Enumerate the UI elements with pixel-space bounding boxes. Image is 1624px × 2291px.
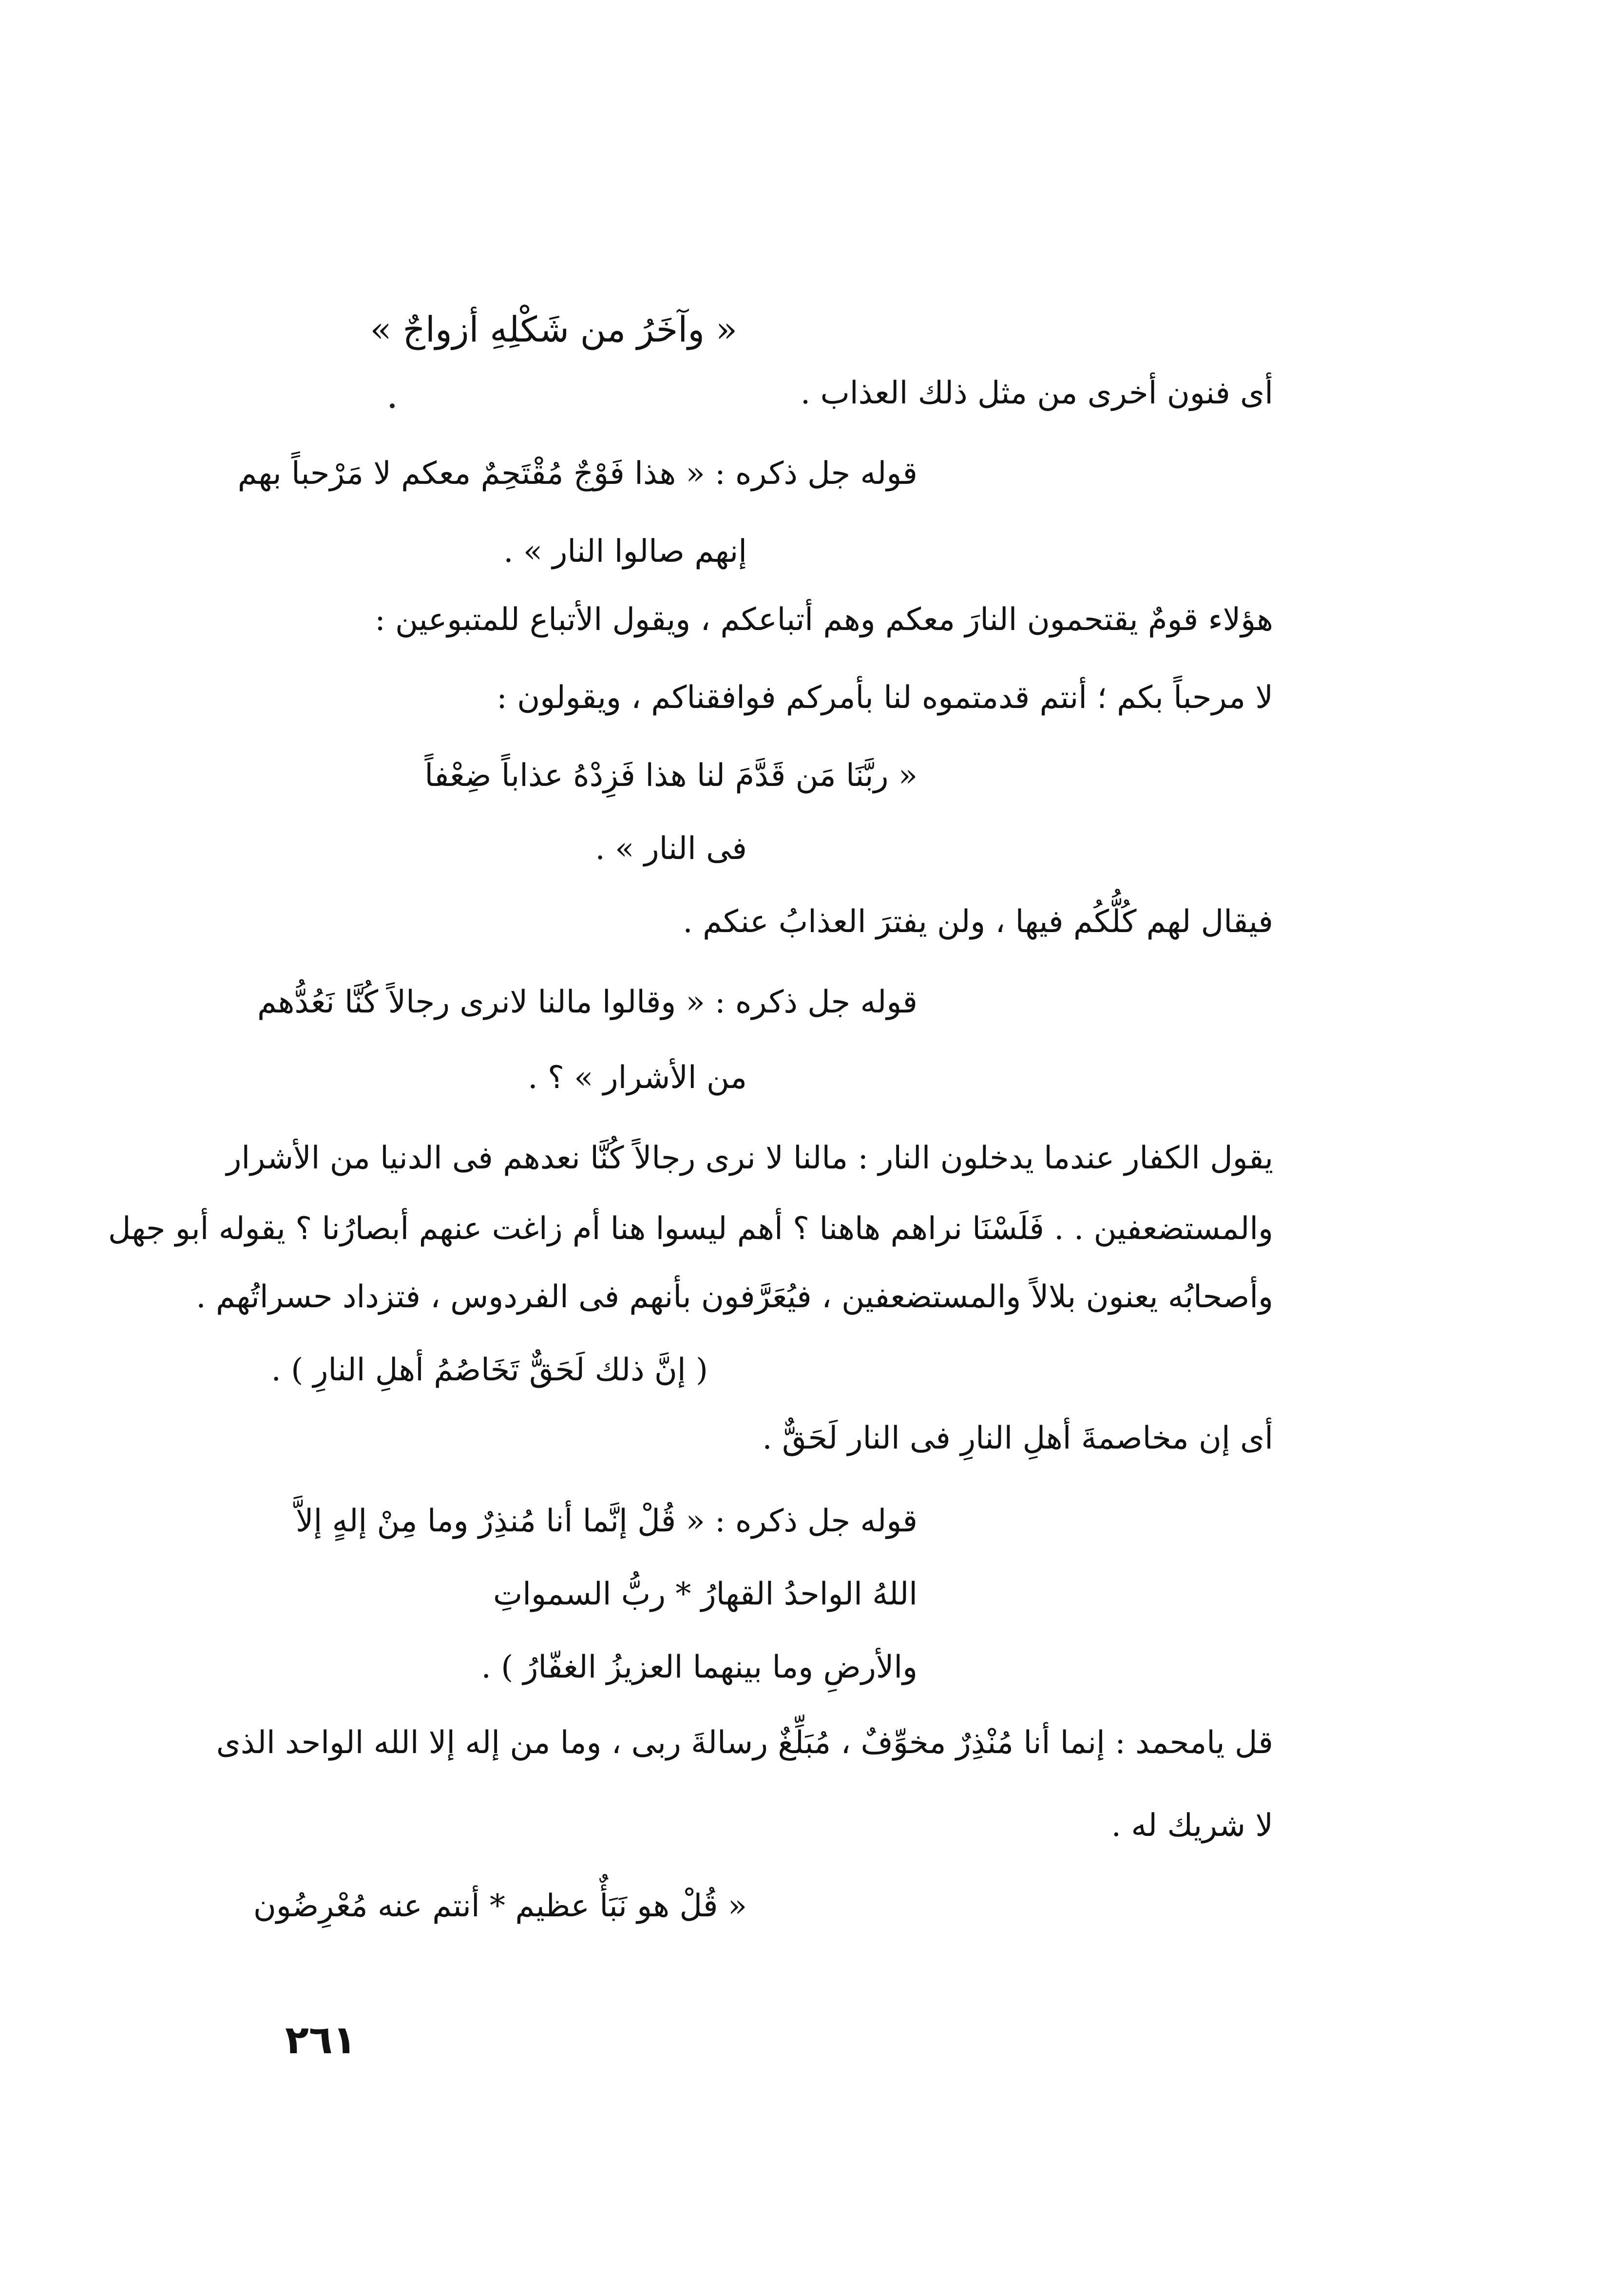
text-line: يقول الكفار عندما يدخلون النار : مالنا لا نرى رجالاً كُنَّا نعدهم فى الدنيا من الأشرار [226,1140,1273,1176]
verse-quote-line: قوله جل ذكره : « وقالوا مالنا لانرى رجالاً كُنَّا نَعُدُّهم [257,984,917,1020]
text-line: وأصحابُه يعنون بلالاً والمستضعفين ، فيُعَرَّفون بأنهم فى الفردوس ، فتزداد حسراتُهم . [196,1279,1273,1315]
text-line: هؤلاء قومٌ يقتحمون النارَ معكم وهم أتباعكم ، ويقول الأتباع للمتبوعين : [375,602,1273,638]
text-line: لا شريك له . [1111,1808,1273,1844]
verse-quote-line: من الأشرار » ؟ . [528,1060,747,1096]
verse-quote-line: فى النار » . [595,831,747,867]
verse-quote-line: قوله جل ذكره : « هذا فَوْجٌ مُقْتَحِمٌ معكم لا مَرْحباً بهم [237,456,917,492]
verse-quote-line: إنهم صالوا النار » . [503,534,747,570]
verse-quote-line: قوله جل ذكره : « قُلْ إنَّما أنا مُنذِرٌ وما مِنْ إلهٍ إلاَّ [295,1503,917,1539]
verse-quote-line: والأرضِ وما بينهما العزيزُ الغفّارُ ) . [481,1649,917,1685]
text-line: أى إن مخاصمةَ أهلِ النارِ فى النار لَحَقٌّ . [762,1420,1273,1456]
text-line: والمستضعفين . . فَلَسْنَا نراهم هاهنا ؟ أهم ليسوا هنا أم زاغت عنهم أبصارُنا ؟ يقوله أبو جهل [108,1211,1273,1247]
verse-quote-line: اللهُ الواحدُ القهارُ * ربُّ السمواتِ [493,1576,917,1612]
print-speck [390,403,395,408]
verse-quote-line: ( إنَّ ذلك لَحَقٌّ تَخَاصُمُ أهلِ النارِ ) . [271,1352,708,1388]
text-line: قل يامحمد : إنما أنا مُنْذِرٌ مخوِّفٌ ، مُبَلِّغٌ رسالةَ ربى ، وما من إله إلا الله الواحد الذى [216,1725,1273,1761]
page-number: ٢٦١ [285,2017,357,2062]
text-line: لا مرحباً بكم ؛ أنتم قدمتموه لنا بأمركم فوافقناكم ، ويقولون : [497,680,1273,716]
text-line: فيقال لهم كُلُّكُم فيها ، ولن يفترَ العذابُ عنكم . [683,904,1273,940]
text-line: أى فنون أخرى من مثل ذلك العذاب . [800,375,1273,411]
verse-quote-line: « قُلْ هو نَبَأٌ عظيم * أنتم عنه مُعْرِضُون [253,1888,747,1924]
verse-quote-line: « ربَّنَا مَن قَدَّمَ لنا هذا فَزِدْهُ عذاباً ضِعْفاً [424,758,917,794]
verse-heading: « وآخَرُ من شَكْلِهِ أزواجٌ » [370,309,737,350]
